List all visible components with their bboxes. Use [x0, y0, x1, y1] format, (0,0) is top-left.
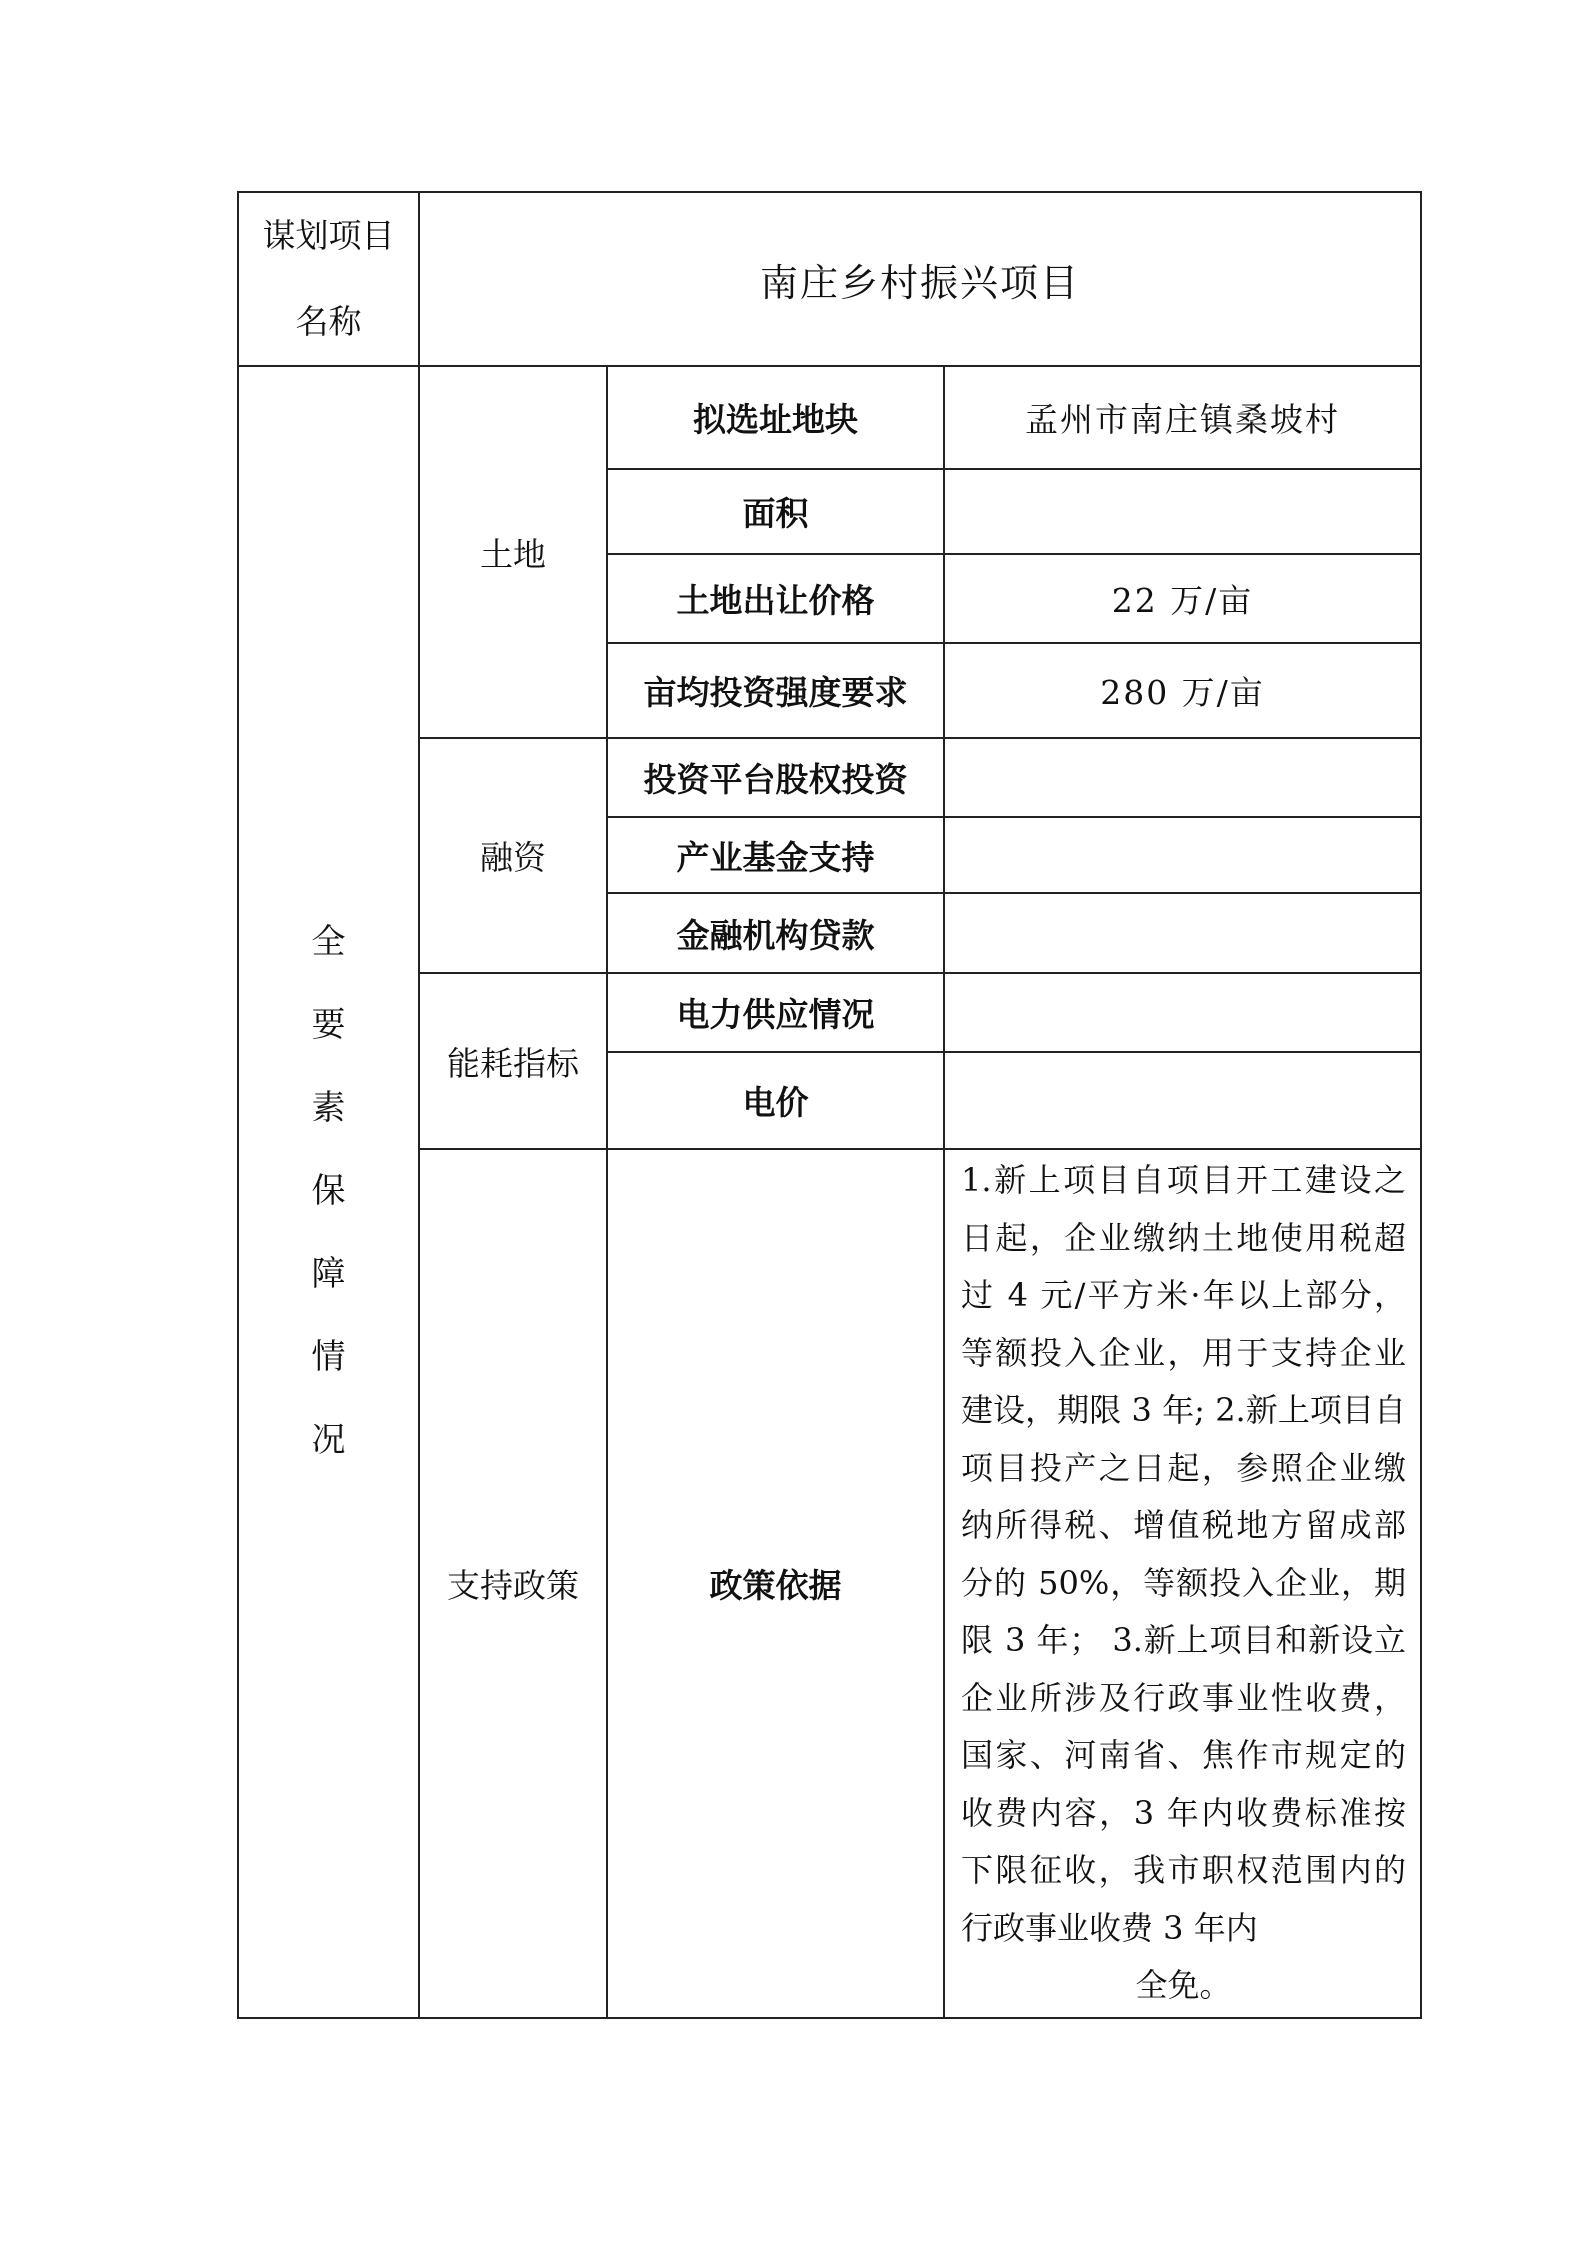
- value-platform-equity: [944, 738, 1421, 817]
- project-element-table: [237, 191, 1422, 2019]
- item-area: 面积: [607, 469, 944, 554]
- item-policy-basis: 政策依据: [607, 1149, 944, 2018]
- section-label-all-elements: [238, 366, 419, 2018]
- category-energy: 能耗指标: [419, 973, 607, 1149]
- value-area: [944, 469, 1421, 554]
- section-label-char: 全: [311, 922, 346, 963]
- table-row-project-name: [238, 192, 1421, 366]
- section-label-char: 保: [311, 1171, 346, 1212]
- item-bank-loan: 金融机构贷款: [607, 893, 944, 973]
- value-land-price: 22 万/亩: [944, 554, 1421, 643]
- project-name-label-line1: 谋划项目: [262, 216, 395, 255]
- value-policy-text: [944, 1149, 1421, 2018]
- project-name-label-line2: 名称: [295, 302, 362, 341]
- section-label-char: 情: [311, 1337, 346, 1378]
- section-label-char: 况: [311, 1420, 346, 1461]
- item-electricity-price: 电价: [607, 1052, 944, 1149]
- value-site-plot: 孟州市南庄镇桑坡村: [944, 366, 1421, 469]
- category-financing: 融资: [419, 738, 607, 973]
- value-bank-loan: [944, 893, 1421, 973]
- item-investment-intensity: 亩均投资强度要求: [607, 643, 944, 738]
- item-industry-fund: 产业基金支持: [607, 817, 944, 893]
- item-power-supply: 电力供应情况: [607, 973, 944, 1052]
- section-label-char: 素: [311, 1088, 346, 1129]
- policy-text-end: 全免。: [1135, 1966, 1232, 2004]
- project-name-value: 南庄乡村振兴项目: [419, 192, 1421, 366]
- value-investment-intensity: 280 万/亩: [944, 643, 1421, 738]
- item-land-price: 土地出让价格: [607, 554, 944, 643]
- item-platform-equity: 投资平台股权投资: [607, 738, 944, 817]
- section-label-char: 障: [311, 1254, 346, 1295]
- value-industry-fund: [944, 817, 1421, 893]
- section-label-char: 要: [311, 1005, 346, 1046]
- item-site-plot: 拟选址地块: [607, 366, 944, 469]
- value-power-supply: [944, 973, 1421, 1052]
- category-policy: 支持政策: [419, 1149, 607, 2018]
- value-electricity-price: [944, 1052, 1421, 1149]
- project-name-label: [238, 192, 419, 366]
- category-land: 土地: [419, 366, 607, 738]
- policy-text-body: 1.新上项目自项目开工建设之日起，企业缴纳土地使用税超过 4 元/平方米·年以上部分，等额投入企业，用于支持企业建设，期限 3 年; 2.新上项目自项目投产之日起，参照企业缴纳所得税、增值税地方留成部分的 50%，等额投入企业，期限 3 年； 3.新上项目和新设立企业所涉及行政事业性收费，国家、河南省、焦作市规定的收费内容，3 年内收费标准按下限征收，我市职权范围内的行政事业收费 3 年内: [961, 1161, 1407, 1947]
- table-row: [238, 366, 1421, 469]
